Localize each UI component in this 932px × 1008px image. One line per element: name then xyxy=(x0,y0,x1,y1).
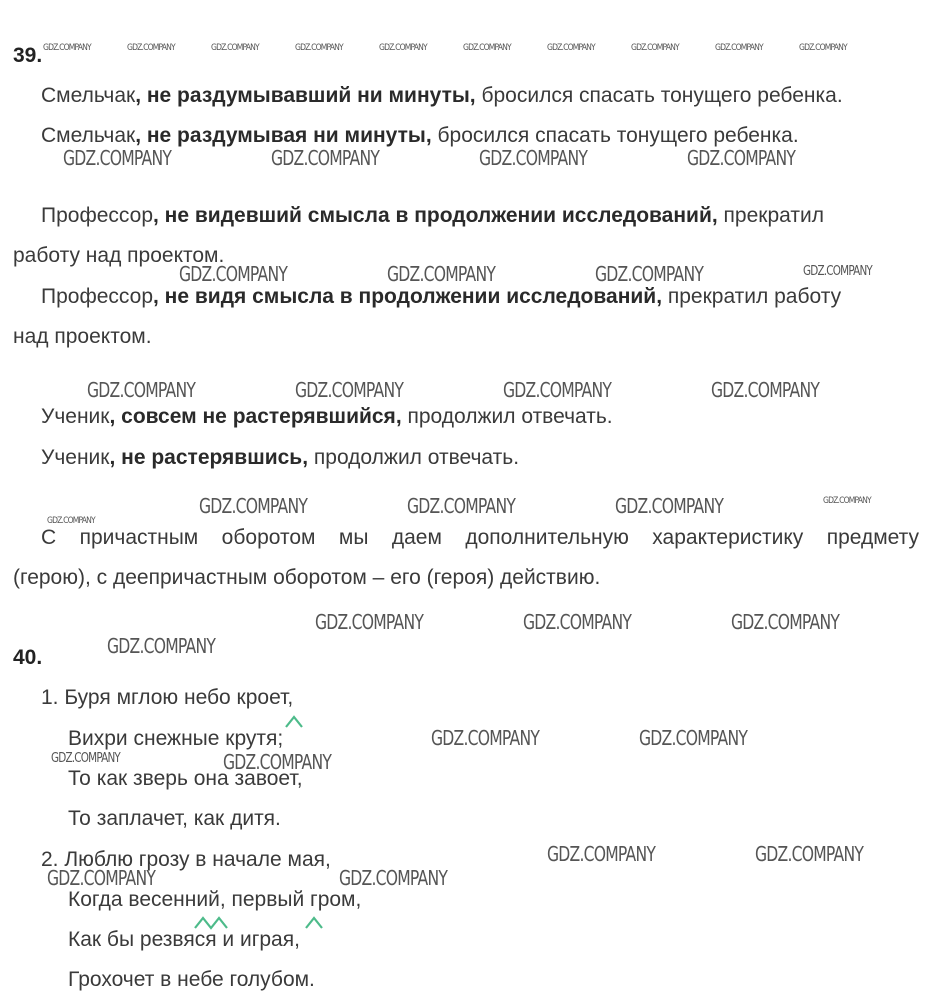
sentence-text: бросился спасать тонущего ребенка. xyxy=(431,124,799,147)
watermark: GDZ.COMPANY xyxy=(379,43,427,53)
adverbial-phrase: , не растерявшись, xyxy=(109,446,309,469)
watermark: GDZ.COMPANY xyxy=(211,43,259,53)
sentence-text: бросился спасать тонущего ребенка. xyxy=(475,84,843,107)
watermark: GDZ.COMPANY xyxy=(431,726,540,750)
watermark: GDZ.COMPANY xyxy=(315,610,424,634)
suffix-mark-icon xyxy=(284,715,304,729)
watermark: GDZ.COMPANY xyxy=(223,750,332,774)
watermark: GDZ.COMPANY xyxy=(715,43,763,53)
watermark: GDZ.COMPANY xyxy=(339,866,448,890)
watermark: GDZ.COMPANY xyxy=(199,494,308,518)
conclusion-line-1 xyxy=(13,526,919,550)
sentence-text: Ученик xyxy=(41,446,110,469)
poem2-line-4: Грохочет в небе голубом. xyxy=(68,968,315,991)
suffix-mark-icon xyxy=(304,916,324,930)
sentence-2a xyxy=(41,204,824,228)
watermark: GDZ.COMPANY xyxy=(271,146,380,170)
watermark: GDZ.COMPANY xyxy=(295,43,343,53)
sentence-3a xyxy=(41,405,613,429)
watermark: GDZ.COMPANY xyxy=(731,610,840,634)
watermark: GDZ.COMPANY xyxy=(47,516,95,526)
sentence-text: Смельчак xyxy=(41,84,136,107)
watermark: GDZ.COMPANY xyxy=(595,262,704,286)
conclusion-line-2: (герою), с деепричастным оборотом – его (героя) действию. xyxy=(13,566,601,589)
watermark: GDZ.COMPANY xyxy=(503,378,612,402)
watermark: GDZ.COMPANY xyxy=(387,262,496,286)
sentence-text: Профессор xyxy=(41,204,154,227)
participle-phrase: , совсем не растерявшийся, xyxy=(109,405,402,428)
sentence-text: продолжил отвечать. xyxy=(401,405,613,428)
poem1-line-2: Вихри снежные крутя; xyxy=(68,727,284,750)
sentence-1a xyxy=(41,84,843,108)
watermark: GDZ.COMPANY xyxy=(615,494,724,518)
sentence-2b xyxy=(41,285,841,309)
sentence-text: Профессор xyxy=(41,285,154,308)
poem2-line-1: 2. Люблю грозу в начале мая, xyxy=(41,848,331,871)
watermark: GDZ.COMPANY xyxy=(803,264,872,279)
watermark: GDZ.COMPANY xyxy=(407,494,516,518)
sentence-2b-cont: над проектом. xyxy=(13,325,152,348)
sentence-text: прекратил xyxy=(717,204,824,227)
participle-phrase: , не раздумывавший ни минуты, xyxy=(135,84,476,107)
watermark: GDZ.COMPANY xyxy=(463,43,511,53)
poem1-line-1: 1. Буря мглою небо кроет, xyxy=(41,686,294,709)
suffix-mark-icon xyxy=(193,916,235,930)
task-number-39: 39. xyxy=(13,44,43,67)
poem2-line-3: Как бы резвяся и играя, xyxy=(68,928,300,951)
sentence-text: прекратил работу xyxy=(662,285,842,308)
sentence-text: Ученик xyxy=(41,405,110,428)
watermark: GDZ.COMPANY xyxy=(823,496,871,506)
watermark: GDZ.COMPANY xyxy=(179,262,288,286)
participle-phrase: , не видевший смысла в продолжении исследований, xyxy=(153,204,718,227)
sentence-3b xyxy=(41,446,519,470)
poem1-line-4: То заплачет, как дитя. xyxy=(68,807,281,830)
sentence-1b xyxy=(41,124,799,148)
watermark: GDZ.COMPANY xyxy=(295,378,404,402)
sentence-text: продолжил отвечать. xyxy=(308,446,520,469)
watermark: GDZ.COMPANY xyxy=(755,842,864,866)
poem1-line-3: То как зверь она завоет, xyxy=(68,767,303,790)
watermark: GDZ.COMPANY xyxy=(43,43,91,53)
sentence-2a-cont: работу над проектом. xyxy=(13,244,225,267)
watermark: GDZ.COMPANY xyxy=(87,378,196,402)
watermark: GDZ.COMPANY xyxy=(127,43,175,53)
watermark: GDZ.COMPANY xyxy=(107,634,216,658)
watermark: GDZ.COMPANY xyxy=(547,842,656,866)
watermark: GDZ.COMPANY xyxy=(639,726,748,750)
adverbial-phrase: , не видя смысла в продолжении исследований, xyxy=(153,285,663,308)
watermark: GDZ.COMPANY xyxy=(63,146,172,170)
watermark: GDZ.COMPANY xyxy=(799,43,847,53)
conclusion-text: С причастным оборотом мы даем дополнительную характеристику предмету xyxy=(41,526,919,549)
task-number-40: 40. xyxy=(13,646,43,669)
watermark: GDZ.COMPANY xyxy=(47,866,156,890)
watermark: GDZ.COMPANY xyxy=(631,43,679,53)
adverbial-phrase: , не раздумывая ни минуты, xyxy=(135,124,432,147)
watermark: GDZ.COMPANY xyxy=(547,43,595,53)
watermark: GDZ.COMPANY xyxy=(51,751,120,766)
poem2-line-2: Когда весенний, первый гром, xyxy=(68,888,362,911)
watermark: GDZ.COMPANY xyxy=(523,610,632,634)
watermark: GDZ.COMPANY xyxy=(687,146,796,170)
sentence-text: Смельчак xyxy=(41,124,136,147)
watermark: GDZ.COMPANY xyxy=(479,146,588,170)
watermark: GDZ.COMPANY xyxy=(711,378,820,402)
